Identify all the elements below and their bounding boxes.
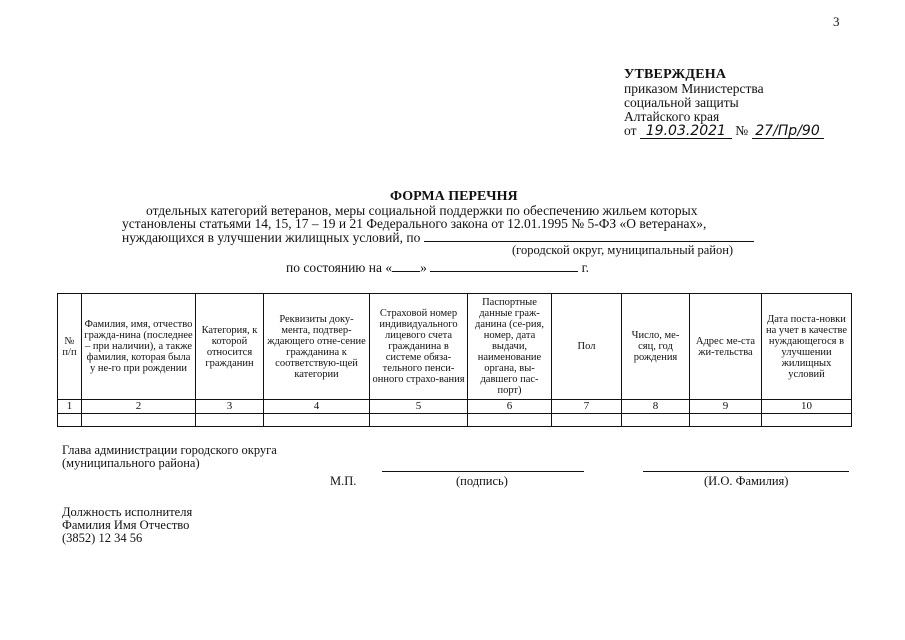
column-number: 6: [468, 400, 552, 414]
table-cell: [82, 414, 196, 427]
table-cell: [264, 414, 370, 427]
status-mid: »: [420, 260, 427, 275]
signature-line: [382, 471, 584, 472]
approval-line: приказом Министерства: [624, 81, 764, 96]
table-row: [58, 414, 852, 427]
approval-line: социальной защиты: [624, 95, 739, 110]
header-number: № п/п: [58, 294, 82, 400]
header-full-name: Фамилия, имя, отчество гражда-нина (последнее – при наличии), а также фамилия, которая была у не-го при рождении: [82, 294, 196, 400]
table-cell: [58, 414, 82, 427]
month-blank: [430, 260, 578, 272]
veterans-table: [57, 293, 852, 427]
column-number: 1: [58, 400, 82, 414]
status-line: [286, 260, 589, 274]
stamp-label: М.П.: [330, 474, 357, 488]
column-number: 8: [622, 400, 690, 414]
table-header-row: [58, 294, 852, 400]
order-date: 19.03.2021: [640, 124, 732, 139]
signature-caption: (подпись): [456, 474, 508, 488]
approval-title: УТВЕРЖДЕНА: [624, 67, 727, 82]
form-line-3-text: нуждающихся в улучшении жилищных условий, по: [122, 230, 421, 245]
table-cell: [622, 414, 690, 427]
name-caption: (И.О. Фамилия): [704, 474, 789, 488]
header-document: Реквизиты доку-мента, подтвер-ждающего отне-сение гражданина к соответствую-щей категории: [264, 294, 370, 400]
district-caption: (городской округ, муниципальный район): [512, 243, 734, 257]
form-title: ФОРМА ПЕРЕЧНЯ: [390, 189, 518, 204]
status-prefix: по состоянию на «: [286, 260, 393, 275]
column-number: 7: [552, 400, 622, 414]
table-cell: [370, 414, 468, 427]
day-blank: [392, 260, 420, 272]
table-cell: [762, 414, 852, 427]
column-number: 2: [82, 400, 196, 414]
approval-line: Алтайского края: [624, 109, 720, 124]
column-number: 9: [690, 400, 762, 414]
approval-block: [624, 68, 824, 139]
number-label: №: [735, 123, 749, 138]
header-category: Категория, к которой относится гражданин: [196, 294, 264, 400]
header-address: Адрес ме-ста жи-тельства: [690, 294, 762, 400]
column-number: 4: [264, 400, 370, 414]
header-snils: Страховой номер индивидуального лицевого счета гражданина в системе обяза-тельного пенси-онного страхо-вания: [370, 294, 468, 400]
form-line-3: [122, 230, 754, 244]
table-cell: [196, 414, 264, 427]
page-number: 3: [833, 14, 840, 29]
executor-position: Должность исполнителя: [62, 505, 193, 519]
table-cell: [690, 414, 762, 427]
column-number: 3: [196, 400, 264, 414]
order-number: 27/Пр/90: [752, 124, 824, 139]
from-label: от: [624, 123, 637, 138]
district-blank: [424, 230, 754, 242]
head-title-line-2: (муниципального района): [62, 456, 200, 470]
table-column-numbers-row: [58, 400, 852, 414]
column-number: 10: [762, 400, 852, 414]
header-birth-date: Число, ме-сяц, год рождения: [622, 294, 690, 400]
form-line-1: отдельных категорий ветеранов, меры социальной поддержки по обеспечению жильем которых: [146, 203, 698, 218]
table-cell: [552, 414, 622, 427]
executor-phone: (3852) 12 34 56: [62, 531, 143, 545]
order-line: [624, 124, 824, 139]
status-suffix: г.: [581, 260, 589, 275]
table-cell: [468, 414, 552, 427]
column-number: 5: [370, 400, 468, 414]
form-line-2: установлены статьями 14, 15, 17 – 19 и 21 Федерального закона от 12.01.1995 № 5-ФЗ «О ветеранах»,: [122, 216, 707, 231]
header-passport: Паспортные данные граж-данина (се-рия, номер, дата выдачи, наименование органа, вы-давшего пас-порт): [468, 294, 552, 400]
header-registration-date: Дата поста-новки на учет в качестве нуждающегося в улучшении жилищных условий: [762, 294, 852, 400]
header-sex: Пол: [552, 294, 622, 400]
head-title-line-1: Глава администрации городского округа: [62, 443, 277, 457]
name-line: [643, 471, 849, 472]
executor-name: Фамилия Имя Отчество: [62, 518, 190, 532]
